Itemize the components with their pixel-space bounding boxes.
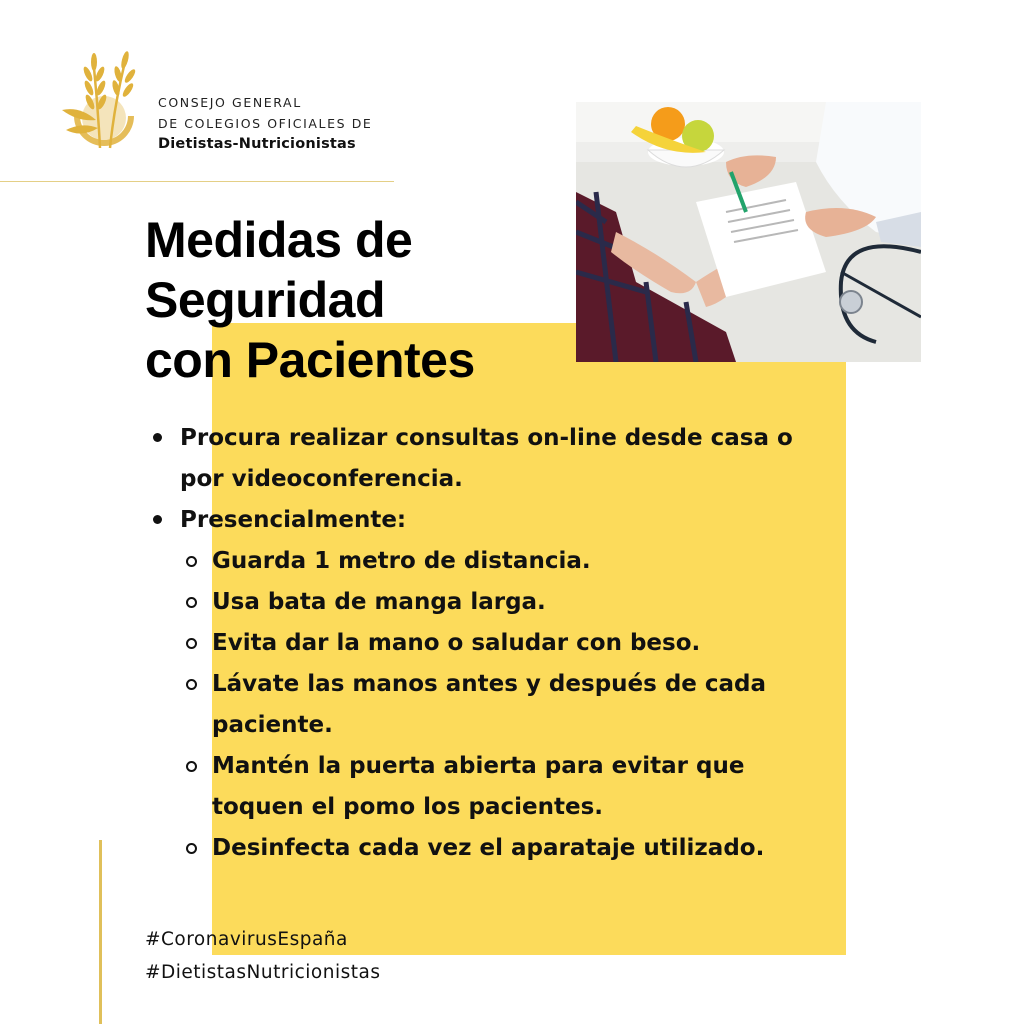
list-item — [150, 828, 850, 869]
title-line-3: con Pacientes — [145, 332, 475, 388]
title-line-1: Medidas de — [145, 212, 413, 268]
bullet-online-consults: Procura realizar consultas on-line desde casa o por videoconferencia. — [180, 425, 793, 492]
in-person-sublist — [150, 541, 850, 869]
hashtags — [145, 923, 380, 989]
sub-bullet-disinfect: Desinfecta cada vez el aparataje utilizado. — [212, 835, 765, 861]
wheat-sun-logo-icon — [52, 48, 152, 158]
title-line-2: Seguridad — [145, 272, 385, 328]
gold-vertical-line — [99, 840, 102, 1024]
org-line-3: Dietistas-Nutricionistas — [158, 136, 356, 152]
org-line-2: DE COLEGIOS OFICIALES DE — [158, 116, 373, 131]
org-line-1: CONSEJO GENERAL — [158, 95, 302, 110]
header-divider — [0, 181, 394, 182]
page-title — [145, 210, 475, 390]
list-item — [150, 623, 850, 664]
hashtag-dietistas: #DietistasNutricionistas — [145, 962, 381, 983]
list-item — [150, 746, 850, 828]
list-item — [150, 582, 850, 623]
list-item — [150, 500, 850, 541]
sub-bullet-gown: Usa bata de manga larga. — [212, 589, 546, 615]
list-item — [150, 541, 850, 582]
sub-bullet-greeting: Evita dar la mano o saludar con beso. — [212, 630, 701, 656]
sub-bullet-door: Mantén la puerta abierta para evitar que toquen el pomo los pacientes. — [212, 753, 745, 820]
bullet-in-person: Presencialmente: — [180, 507, 407, 533]
list-item — [150, 664, 850, 746]
sub-bullet-distance: Guarda 1 metro de distancia. — [212, 548, 591, 574]
safety-measures-list — [150, 418, 850, 869]
list-item — [150, 418, 850, 500]
hashtag-coronavirus: #CoronavirusEspaña — [145, 929, 348, 950]
organization-name — [158, 92, 372, 155]
sub-bullet-handwash: Lávate las manos antes y después de cada paciente. — [212, 671, 767, 738]
consultation-photo — [576, 102, 921, 362]
